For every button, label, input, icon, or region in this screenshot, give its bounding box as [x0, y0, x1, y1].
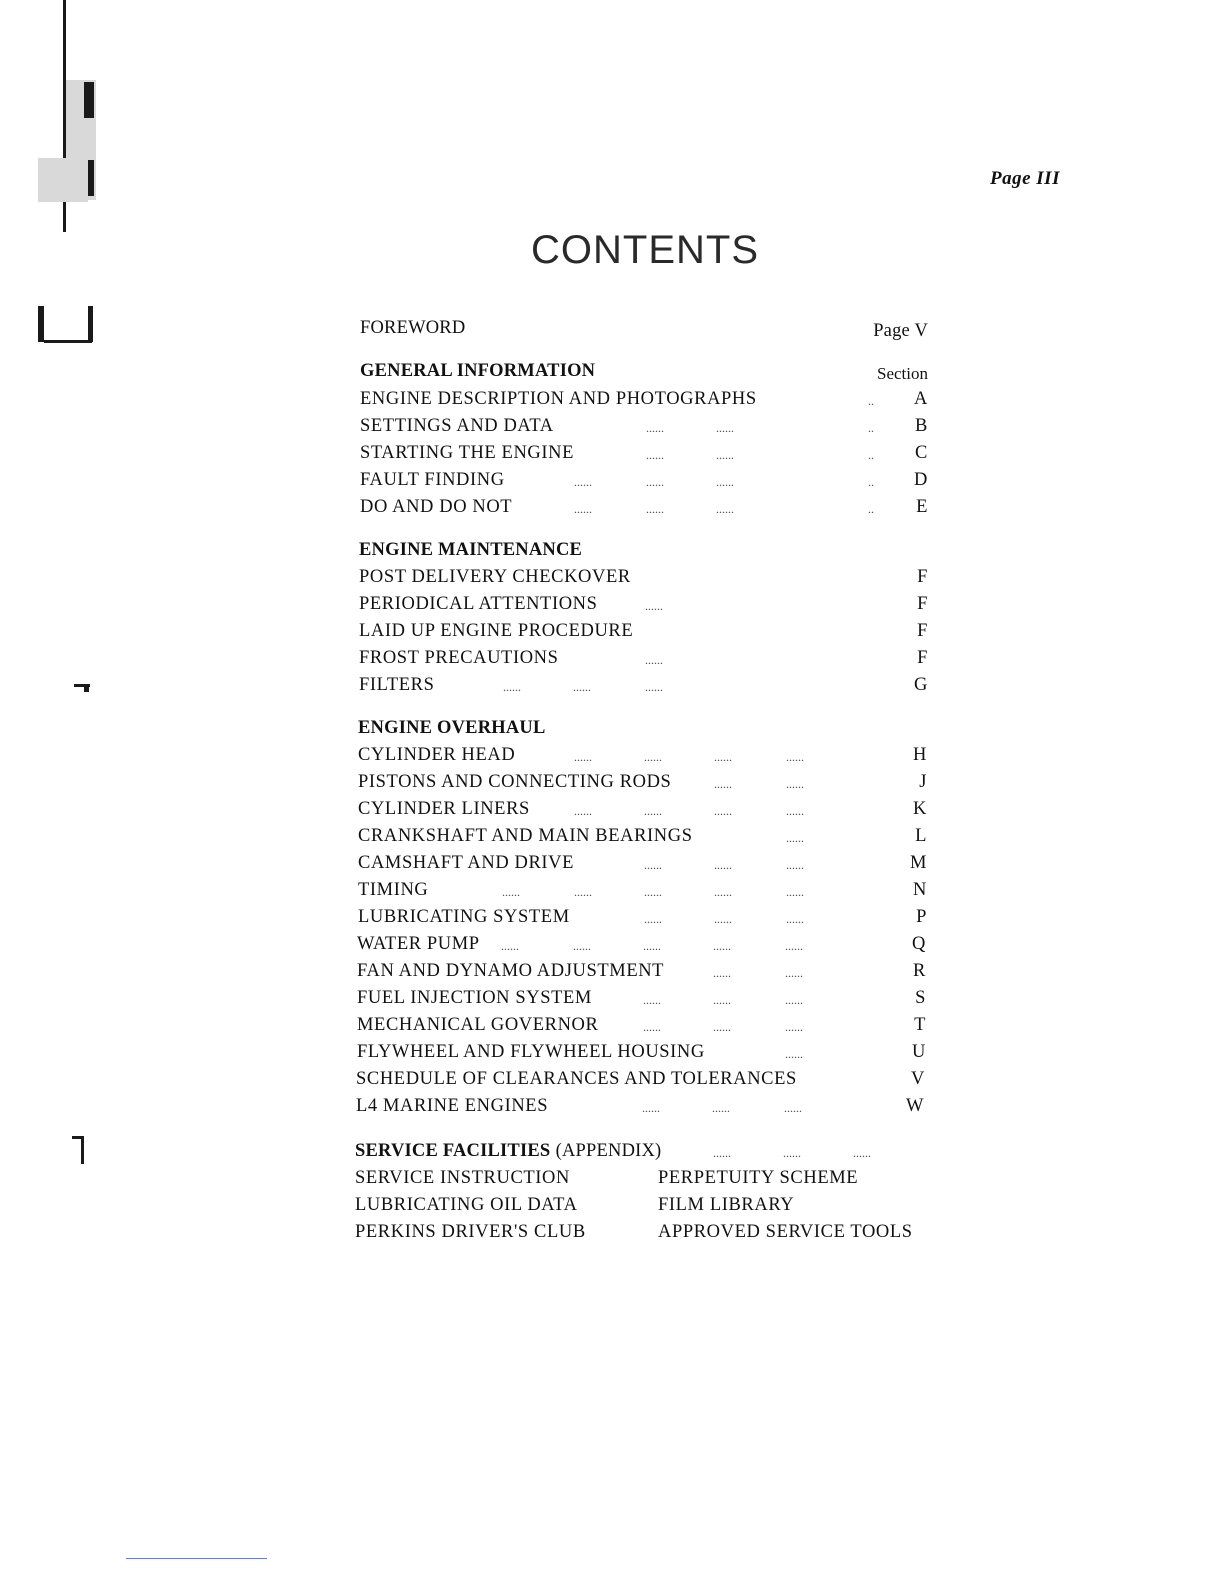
leader-dots: ......	[645, 653, 663, 667]
toc-entry-section: L	[915, 826, 927, 846]
toc-entry-label: ENGINE DESCRIPTION AND PHOTOGRAPHS	[360, 389, 757, 409]
toc-entry	[358, 745, 927, 771]
toc-entry-label: STARTING THE ENGINE	[360, 443, 574, 463]
leader-dots: ......	[574, 502, 592, 516]
toc-entry-section: R	[913, 961, 926, 981]
toc-entry-label: FLYWHEEL AND FLYWHEEL HOUSING	[357, 1042, 705, 1062]
leader-dots: ......	[786, 858, 804, 872]
leader-dots: ......	[713, 993, 731, 1007]
toc-foreword-row	[360, 318, 928, 344]
toc-entry	[358, 799, 927, 825]
leader-dots: ......	[574, 750, 592, 764]
toc-entry	[358, 853, 927, 879]
leader-dots: ......	[643, 939, 661, 953]
toc-entry-label: FUEL INJECTION SYSTEM	[357, 988, 592, 1008]
toc-entry-label: PISTONS AND CONNECTING RODS	[358, 772, 672, 792]
toc-entry-label: FAN AND DYNAMO ADJUSTMENT	[357, 961, 665, 981]
leader-dots: ......	[643, 1020, 661, 1034]
toc-entry-label: WATER PUMP	[357, 934, 480, 954]
toc-entry-section: B	[915, 416, 928, 436]
toc-entry-section: P	[916, 907, 927, 927]
leader-dots: ......	[646, 448, 664, 462]
section-heading-label: ENGINE OVERHAUL	[358, 718, 546, 738]
toc-entry	[357, 988, 926, 1014]
toc-entry	[358, 826, 927, 852]
leader-dots: ......	[786, 777, 804, 791]
leader-dots: ......	[644, 804, 662, 818]
leader-dots: ......	[716, 421, 734, 435]
toc-entry-section: T	[914, 1015, 926, 1035]
leader-dots: ......	[646, 421, 664, 435]
leader-dots: ......	[714, 912, 732, 926]
leader-dots: ......	[785, 1047, 803, 1061]
leader-dots: ......	[714, 750, 732, 764]
leader-dots: ......	[714, 777, 732, 791]
toc-entry-section: V	[911, 1069, 925, 1089]
toc-entry-section: F	[917, 648, 928, 668]
toc-entry-label: FILTERS	[359, 675, 435, 695]
toc-foreword-label: FOREWORD	[360, 318, 466, 338]
toc-entry-section: H	[913, 745, 927, 765]
binding-clip-shadow	[38, 158, 88, 202]
leader-dots: ......	[785, 1020, 803, 1034]
leader-dots: ......	[714, 804, 732, 818]
leader-dots: ......	[712, 1101, 730, 1115]
leader-dots: ..	[868, 475, 874, 489]
leader-dots: ......	[644, 858, 662, 872]
leader-dots: ......	[713, 966, 731, 980]
section-heading-label: ENGINE MAINTENANCE	[359, 540, 583, 560]
toc-entry-section: D	[914, 470, 928, 490]
toc-entry	[358, 880, 927, 906]
leader-dots: ......	[713, 939, 731, 953]
scan-mark	[81, 1136, 84, 1164]
toc-entry	[359, 648, 928, 674]
toc-entry-section: J	[919, 772, 927, 792]
leader-dots: ......	[713, 1020, 731, 1034]
section-heading-label: GENERAL INFORMATION	[360, 361, 596, 381]
toc-entry	[359, 567, 928, 593]
toc-entry-label: SCHEDULE OF CLEARANCES AND TOLERANCES	[356, 1069, 797, 1089]
toc-entry	[359, 594, 928, 620]
appendix-item: APPROVED SERVICE TOOLS	[658, 1222, 913, 1242]
toc-entry-label: CAMSHAFT AND DRIVE	[358, 853, 575, 873]
leader-dots: ......	[501, 939, 519, 953]
toc-entry	[357, 1015, 926, 1041]
leader-dots: ..	[868, 394, 874, 408]
leader-dots: ......	[573, 680, 591, 694]
toc-entry-section: F	[917, 621, 928, 641]
leader-dots: ......	[574, 804, 592, 818]
punch-mark	[88, 306, 93, 342]
toc-entry	[360, 416, 928, 442]
toc-entry	[358, 772, 927, 798]
leader-dots: ......	[783, 1146, 801, 1160]
punch-mark	[38, 306, 44, 342]
leader-dots: ..	[868, 448, 874, 462]
leader-dots: ......	[786, 831, 804, 845]
appendix-item: LUBRICATING OIL DATA	[355, 1195, 578, 1215]
leader-dots: ......	[714, 885, 732, 899]
toc-entry-label: LUBRICATING SYSTEM	[358, 907, 570, 927]
toc-entry-section: F	[917, 594, 928, 614]
leader-dots: ..	[868, 421, 874, 435]
scan-mark	[84, 684, 89, 692]
toc-entry	[359, 621, 928, 647]
toc-entry-label: CYLINDER LINERS	[358, 799, 530, 819]
leader-dots: ......	[574, 475, 592, 489]
toc-entry-section: Q	[912, 934, 926, 954]
toc-entry-label: CYLINDER HEAD	[358, 745, 516, 765]
toc-entry-section: C	[915, 443, 928, 463]
toc-entry-label: FROST PRECAUTIONS	[359, 648, 559, 668]
toc-entry-label: L4 MARINE ENGINES	[356, 1096, 549, 1116]
toc-entry	[360, 497, 928, 523]
leader-dots: ......	[784, 1101, 802, 1115]
toc-entry-section: E	[916, 497, 928, 517]
section-heading-engine-maintenance	[359, 540, 928, 566]
leader-dots: ......	[646, 475, 664, 489]
toc-entry-section: F	[917, 567, 928, 587]
toc-entry-label: PERIODICAL ATTENTIONS	[359, 594, 598, 614]
leader-dots: ......	[643, 993, 661, 1007]
leader-dots: ......	[713, 1146, 731, 1160]
toc-entry-label: LAID UP ENGINE PROCEDURE	[359, 621, 634, 641]
toc-entry	[360, 389, 928, 415]
leader-dots: ......	[646, 502, 664, 516]
bottom-rule	[126, 1558, 267, 1559]
toc-entry-section: A	[914, 389, 928, 409]
leader-dots: ......	[785, 966, 803, 980]
appendix-item: SERVICE INSTRUCTION	[355, 1168, 570, 1188]
binding-clip-mark	[84, 82, 94, 118]
section-heading-general-information	[360, 361, 928, 387]
leader-dots: ......	[644, 912, 662, 926]
appendix-item: FILM LIBRARY	[658, 1195, 795, 1215]
appendix-heading-group	[355, 1141, 661, 1162]
toc-entry	[357, 961, 926, 987]
toc-entry-label: MECHANICAL GOVERNOR	[357, 1015, 599, 1035]
toc-entry	[360, 470, 928, 496]
appendix-item: PERKINS DRIVER'S CLUB	[355, 1222, 586, 1242]
leader-dots: ......	[785, 939, 803, 953]
leader-dots: ......	[502, 885, 520, 899]
page-number: Page III	[990, 168, 1060, 189]
appendix-heading-suffix: (APPENDIX)	[555, 1141, 662, 1161]
toc-entry	[360, 443, 928, 469]
leader-dots: ......	[785, 993, 803, 1007]
toc-entry-label: DO AND DO NOT	[360, 497, 513, 517]
leader-dots: ......	[716, 475, 734, 489]
leader-dots: ......	[786, 804, 804, 818]
toc-entry-section: S	[915, 988, 926, 1008]
toc-entry	[356, 1096, 924, 1122]
leader-dots: ......	[786, 885, 804, 899]
toc-entry	[358, 907, 927, 933]
leader-dots: ......	[853, 1146, 871, 1160]
leader-dots: ......	[786, 750, 804, 764]
section-heading-service-facilities	[355, 1141, 925, 1167]
toc-foreword-page: Page V	[873, 321, 928, 341]
toc-entry-label: FAULT FINDING	[360, 470, 505, 490]
toc-entry	[356, 1069, 925, 1095]
leader-dots: ......	[644, 750, 662, 764]
toc-entry	[359, 675, 928, 701]
leader-dots: ......	[574, 885, 592, 899]
toc-entry-label: CRANKSHAFT AND MAIN BEARINGS	[358, 826, 693, 846]
section-column-label: Section	[877, 364, 928, 383]
leader-dots: ......	[642, 1101, 660, 1115]
toc-entry-section: U	[912, 1042, 926, 1062]
toc-entry-section: G	[914, 675, 928, 695]
toc-entry	[357, 1042, 926, 1068]
leader-dots: ......	[714, 858, 732, 872]
toc-entry-section: M	[909, 853, 927, 873]
punch-mark	[44, 340, 92, 343]
leader-dots: ......	[786, 912, 804, 926]
leader-dots: ......	[503, 680, 521, 694]
toc-entry	[357, 934, 926, 960]
leader-dots: ......	[644, 885, 662, 899]
appendix-item: PERPETUITY SCHEME	[658, 1168, 859, 1188]
toc-entry-label: POST DELIVERY CHECKOVER	[359, 567, 631, 587]
toc-entry-label: SETTINGS AND DATA	[360, 416, 554, 436]
leader-dots: ..	[868, 502, 874, 516]
leader-dots: ......	[573, 939, 591, 953]
leader-dots: ......	[716, 448, 734, 462]
toc-entry-section: K	[913, 799, 927, 819]
leader-dots: ......	[645, 680, 663, 694]
section-heading-engine-overhaul	[358, 718, 927, 744]
toc-entry-label: TIMING	[358, 880, 429, 900]
page-title: CONTENTS	[531, 228, 759, 272]
leader-dots: ......	[716, 502, 734, 516]
leader-dots: ......	[645, 599, 663, 613]
toc-entry-section: N	[913, 880, 927, 900]
appendix-heading-label: SERVICE FACILITIES	[355, 1141, 551, 1161]
toc-entry-section: W	[905, 1096, 924, 1116]
